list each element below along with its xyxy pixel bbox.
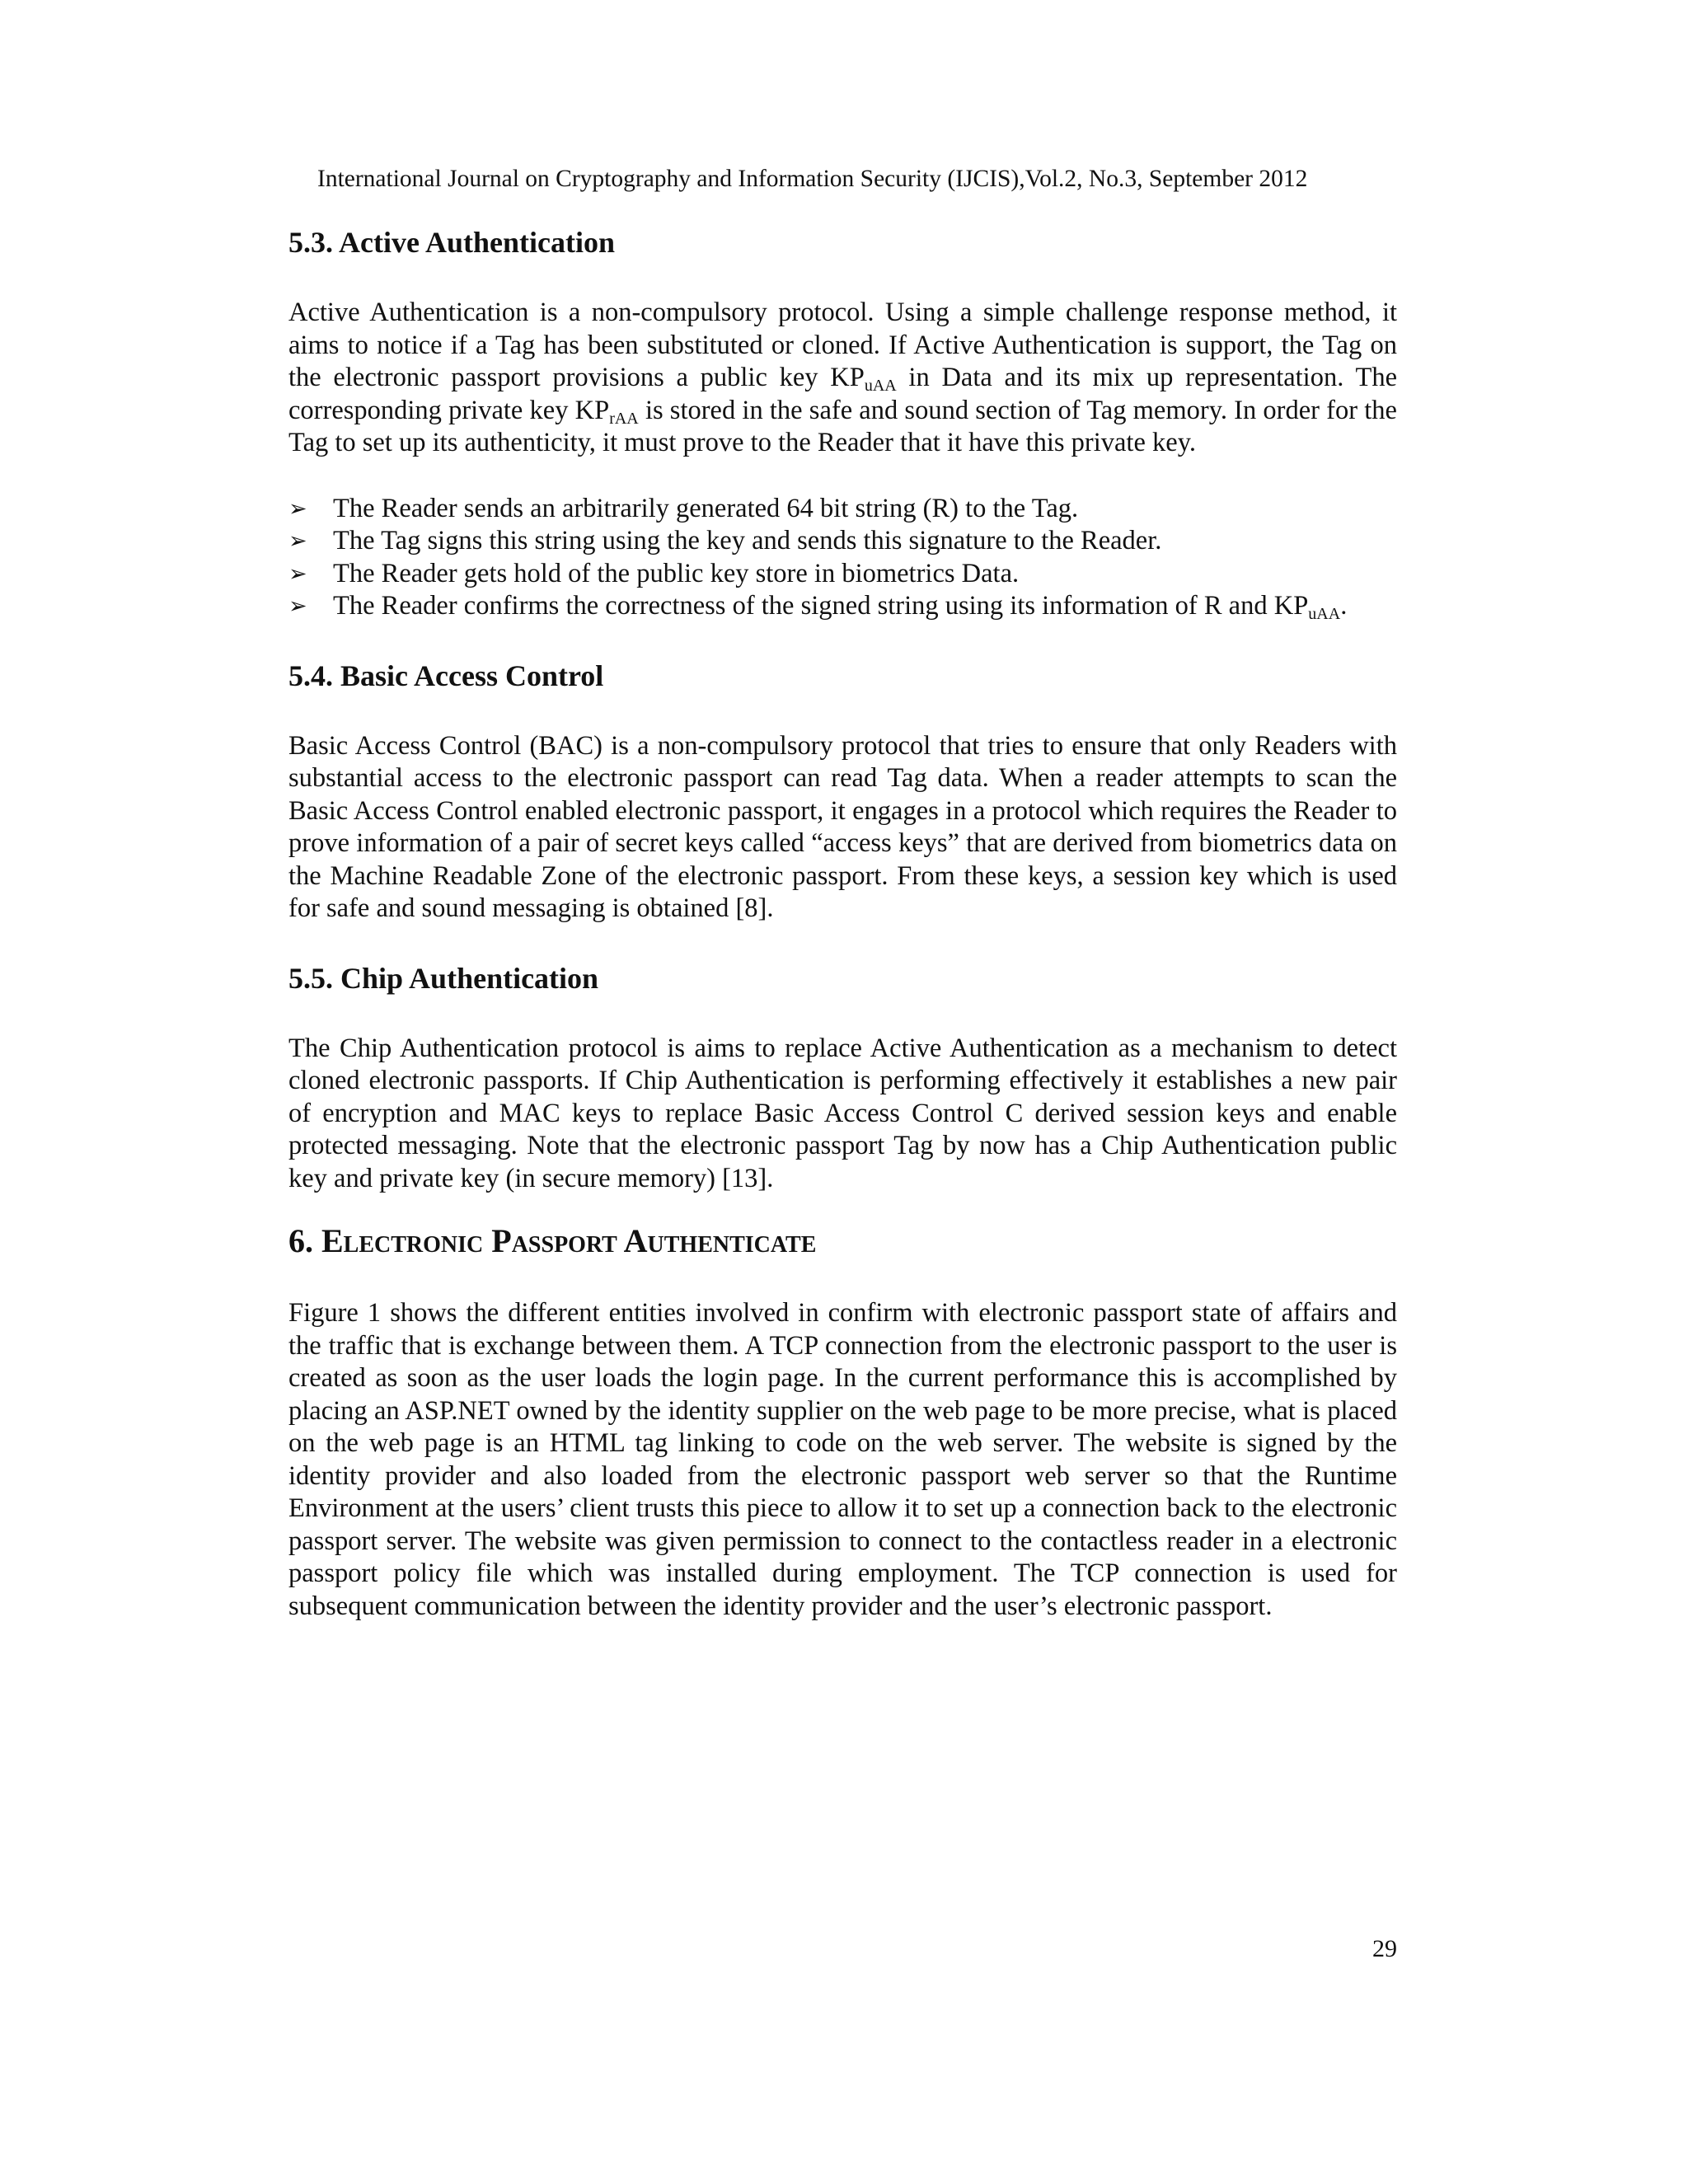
arrowhead-bullet-icon: ➢ — [288, 528, 307, 554]
list-item — [288, 525, 1397, 558]
list-item-text: The Reader gets hold of the public key store in biometrics Data. — [333, 558, 1020, 588]
subscript: rAA — [609, 409, 639, 428]
text-run: in Data and its mix up representation. The corresponding private key KP — [288, 363, 1398, 425]
section-heading-6 — [288, 1220, 1397, 1263]
text-run: Active Authentication is a non-compulsory protocol. Using a simple challenge response method, it aims to notice if a Tag has been substituted or cloned. If Active Authentication is support, the Tag on the electronic passport provisions a public key KP — [288, 298, 1397, 392]
page-number: 29 — [1372, 1935, 1397, 1962]
subscript: uAA — [864, 377, 897, 395]
paragraph-basic-access-control: Basic Access Control (BAC) is a non-compulsory protocol that tries to ensure that only Readers with substantial access to the electronic passport can read Tag data. When a reader attempts to scan the Basic Access Control enabled electronic passport, it engages in a protocol which requires the Reader to prove information of a pair of secret keys called “access keys” that are derived from biometrics data on the Machine Readable Zone of the electronic passport. From these keys, a session key which is used for safe and sound messaging is obtained [8]. — [288, 730, 1397, 923]
text-run: . — [1340, 591, 1348, 621]
paragraph-chip-authentication: The Chip Authentication protocol is aims to replace Active Authentication as a mechanism to detect cloned electronic passports. If Chip Authentication is performing effectively it establishes a new pair of encryption and MAC keys to replace Basic Access Control C derived session keys and enable protected messaging. Note that the electronic passport Tag by now has a Chip Authentication public key and private key (in secure memory) [13]. — [288, 1033, 1397, 1193]
list-item-text: The Reader sends an arbitrarily generated 64 bit string (R) to the Tag. — [333, 493, 1079, 523]
list-item-text: The Reader confirms the correctness of the signed string using its information of R and KP — [333, 591, 1309, 621]
arrowhead-bullet-icon: ➢ — [288, 560, 307, 587]
section-number: 6. — [288, 1222, 321, 1259]
page-content — [288, 223, 1397, 1623]
section-heading-5-4: 5.4. Basic Access Control — [288, 658, 604, 692]
text-run: is stored in the safe and sound section of Tag memory. In order for the Tag to set up its authenticity, it must prove to the Reader that it have this private key. — [288, 395, 1397, 457]
list-item — [288, 493, 1397, 526]
paragraph-electronic-passport-authenticate: Figure 1 shows the different entities involved in confirm with electronic passport state of affairs and the traffic that is exchange between them. A TCP connection from the electronic passport to the user is created as soon as the user loads the login page. In the current performance this is accomplished by placing an ASP.NET owned by the identity supplier on the web page to be more precise, what is placed on the web page is an HTML tag linking to code on the web server. The website is signed by the identity provider and also loaded from the electronic passport web server so that the Runtime Environment at the users’ client trusts this piece to allow it to set up a connection back to the electronic passport server. The website was given permission to connect to the contactless reader in a electronic passport policy file which was installed during employment. The TCP connection is used for subsequent communication between the identity provider and the user’s electronic passport. — [288, 1298, 1397, 1621]
running-header: International Journal on Cryptography and Information Security (IJCIS),Vol.2, No.3, September 2012 — [317, 166, 1308, 192]
arrowhead-bullet-icon: ➢ — [288, 495, 307, 522]
section-heading-5-3: 5.3. Active Authentication — [288, 226, 615, 259]
list-item — [288, 558, 1397, 591]
list-item-text: The Tag signs this string using the key and sends this signature to the Reader. — [333, 526, 1162, 555]
arrowhead-bullet-icon: ➢ — [288, 593, 307, 619]
subscript: uAA — [1308, 605, 1341, 623]
section-title: Electronic Passport Authenticate — [321, 1222, 817, 1259]
section-heading-5-5: 5.5. Chip Authentication — [288, 961, 599, 995]
paragraph-active-authentication — [288, 297, 1397, 460]
bullet-list — [288, 493, 1397, 623]
list-item — [288, 590, 1397, 623]
